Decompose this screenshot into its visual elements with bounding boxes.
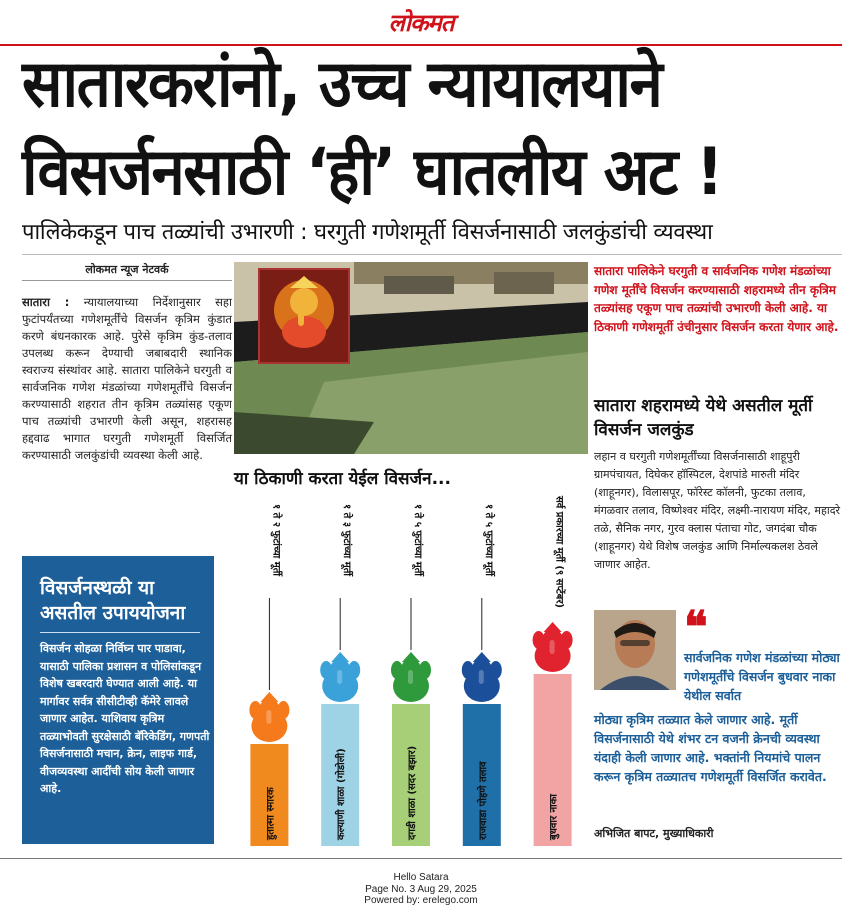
measures-box-text: विसर्जन सोहळा निर्विघ्न पार पाडावा, यासाठी पालिका प्रशासन व पोलिसांकडून विशेष खबरदारी घेण्यात आली आहे. या मार्गावर सर्वत्र सीसीटीव्ही कॅमेरे लावले जाणार आहेत. याशिवाय कृत्रिम तळ्याभोवती सुरक्षेसाठी बॅरिकेडिंग, गणपती विसर्जनासाठी मचान, क्रेन, लाइफ गार्ड, वीजव्यवस्था आदींची सोय केली जाणार आहे. [40, 642, 210, 795]
quote-text-part-2: मोठ्या कृत्रिम तळ्यात केले जाणार आहे. मूर्ती विसर्जनासाठी येथे शंभर टन वजनी क्रेनची व्यवस्था यंदाही केली जाणार आहे. भक्तांनी नियमांचे पालन करून कृत्रिम तळ्यातच गणेशमूर्ती विसर्जित करावेत. [594, 712, 827, 784]
ganesh-idol-image [258, 268, 350, 364]
infographic-title: या ठिकाणी करता येईल विसर्जन... [234, 469, 451, 489]
site-size-label: सर्व प्रकारच्या मूर्ती (९ सप्टेंबर) [553, 496, 565, 608]
masthead-divider [0, 44, 842, 46]
portrait-image [594, 610, 676, 690]
site-size-label: १ ते ५ फुटांच्या मूर्ती [482, 504, 494, 576]
site-place-label: कल्याणी शाळा (गोडोली) [336, 748, 348, 840]
ganesh-idol-icon [320, 652, 360, 702]
measures-box [22, 556, 214, 844]
footer-edition: Hello Satara [393, 872, 449, 883]
ganesh-idol-icon [462, 652, 502, 702]
subhead-divider [22, 254, 842, 255]
footer-divider [0, 858, 842, 859]
locations-paragraph: लहान व घरगुती गणेशमूर्तींच्या विसर्जनासाठी शाहूपुरी ग्रामपंचायत, दिघेकर हॉस्पिटल, देशपांडे मारुती मंदिर (शाहूनगर), विलासपूर, फॉरेस्ट कॉलनी, फुटका तलाव, मंगळवार तलाव, विष्णेश्वर मंदिर, लक्ष्मी-नारायण मंदिर, महादरे तळे, सैनिक नगर, गुरव क्लास पंताचा गोट, जगदंबा चौक (शाहूनगर) येथे विशेष जलकुंड आणि निर्माल्यकलश ठेवले जाणार आहेत. [594, 450, 841, 571]
ganesh-idol-icon [249, 692, 289, 742]
masthead [0, 0, 842, 44]
artificial-pond-photo [234, 262, 588, 454]
subheadline: पालिकेकडून पाच तळ्यांची उभारणी : घरगुती गणेशमूर्ती विसर्जनासाठी जलकुंडांची व्यवस्था [22, 220, 713, 245]
section-heading: सातारा शहरामध्ये येथे असतील मूर्ती विसर्जन जलकुंड [594, 396, 813, 440]
site-place-label: हुतात्मा स्मारक [265, 787, 277, 840]
site-place-label: राजवाडा पोहणे तलाव [477, 761, 489, 840]
byline: लोकमत न्यूज नेटवर्क [85, 263, 169, 276]
immersion-sites-chart [234, 490, 588, 846]
article-body [22, 294, 232, 464]
quote-text-part-1: सार्वजनिक गणेश मंडळांच्या मोठ्या गणेशमूर्तींचे विसर्जन बुधवार नाका येथील सर्वात [684, 650, 840, 703]
immersion-sites-infographic [234, 490, 588, 846]
quote-author: अभिजित बापट, मुख्याधिकारी [594, 827, 714, 840]
measures-box-divider [40, 632, 200, 633]
quote-mark-icon: ❝ [684, 602, 708, 653]
ganesh-icon [260, 270, 348, 362]
site-size-label: १ ते २ फुटांच्या मूर्ती [270, 504, 282, 576]
ganesh-idol-icon [533, 622, 573, 672]
footer-page-date: Page No. 3 Aug 29, 2025 [365, 883, 477, 895]
site-size-label: १ ते ३ फुटांच्या मूर्ती [341, 504, 353, 576]
headline-line-1: सातारकरांनो, उच्च न्यायालयाने [22, 46, 662, 123]
newspaper-logo: लोकमत [388, 8, 454, 37]
footer-powered-by: Powered by: erelego.com [364, 895, 478, 906]
byline-divider [22, 280, 232, 281]
page-footer [0, 872, 842, 907]
official-portrait [594, 610, 676, 690]
site-place-label: बुधवार नाका [548, 794, 560, 840]
measures-box-title: विसर्जनस्थळी या असतील उपाययोजना [40, 577, 186, 624]
headline-line-2: विसर्जनसाठी ‘ही’ घातलीय अट ! [22, 134, 722, 211]
ganesh-idol-icon [391, 652, 431, 702]
lead-paragraph: सातारा पालिकेने घरगुती व सार्वजनिक गणेश मंडळांच्या गणेश मूर्तींचे विसर्जन करण्यासाठी शहरामध्ये तीन कृत्रिम तळ्यांसह एकूण पाच तळ्यांची उभारणी केली आहे. या ठिकाणी गणेशमूर्ती उंचीनुसार विसर्जन करता येणार आहे. [594, 264, 839, 334]
site-place-label: दगडी शाळा (सदर बझार) [407, 745, 418, 840]
site-size-label: १ ते ५ फुटांच्या मूर्ती [412, 504, 423, 576]
article-body-text: न्यायालयाच्या निर्देशानुसार सहा फुटांपर्यंतच्या गणेशमूर्तींचे विसर्जन कृत्रिम कुंडात करणे बंधनकारक आहे. पुरेसे कृत्रिम कुंड-तलाव उपलब्ध करून देण्याची जबाबदारी स्थानिक स्वराज्य संस्थांवर आहे. सातारा पालिकेने घरगुती व सार्वजनिक गणेश मंडळांच्या गणेशमूर्तींचे विसर्जन करण्यासाठी शहरात तीन कृत्रिम तळ्यांसह एकूण पाच तळ्यांची उभारणी केली असून, शहरासह हद्दवाढ भागात घरगुती गणेशमूर्ती विसर्जित करण्यासाठी जलकुंडांची व्यवस्था केली आहे. [22, 295, 232, 462]
dateline: सातारा : [22, 295, 70, 309]
